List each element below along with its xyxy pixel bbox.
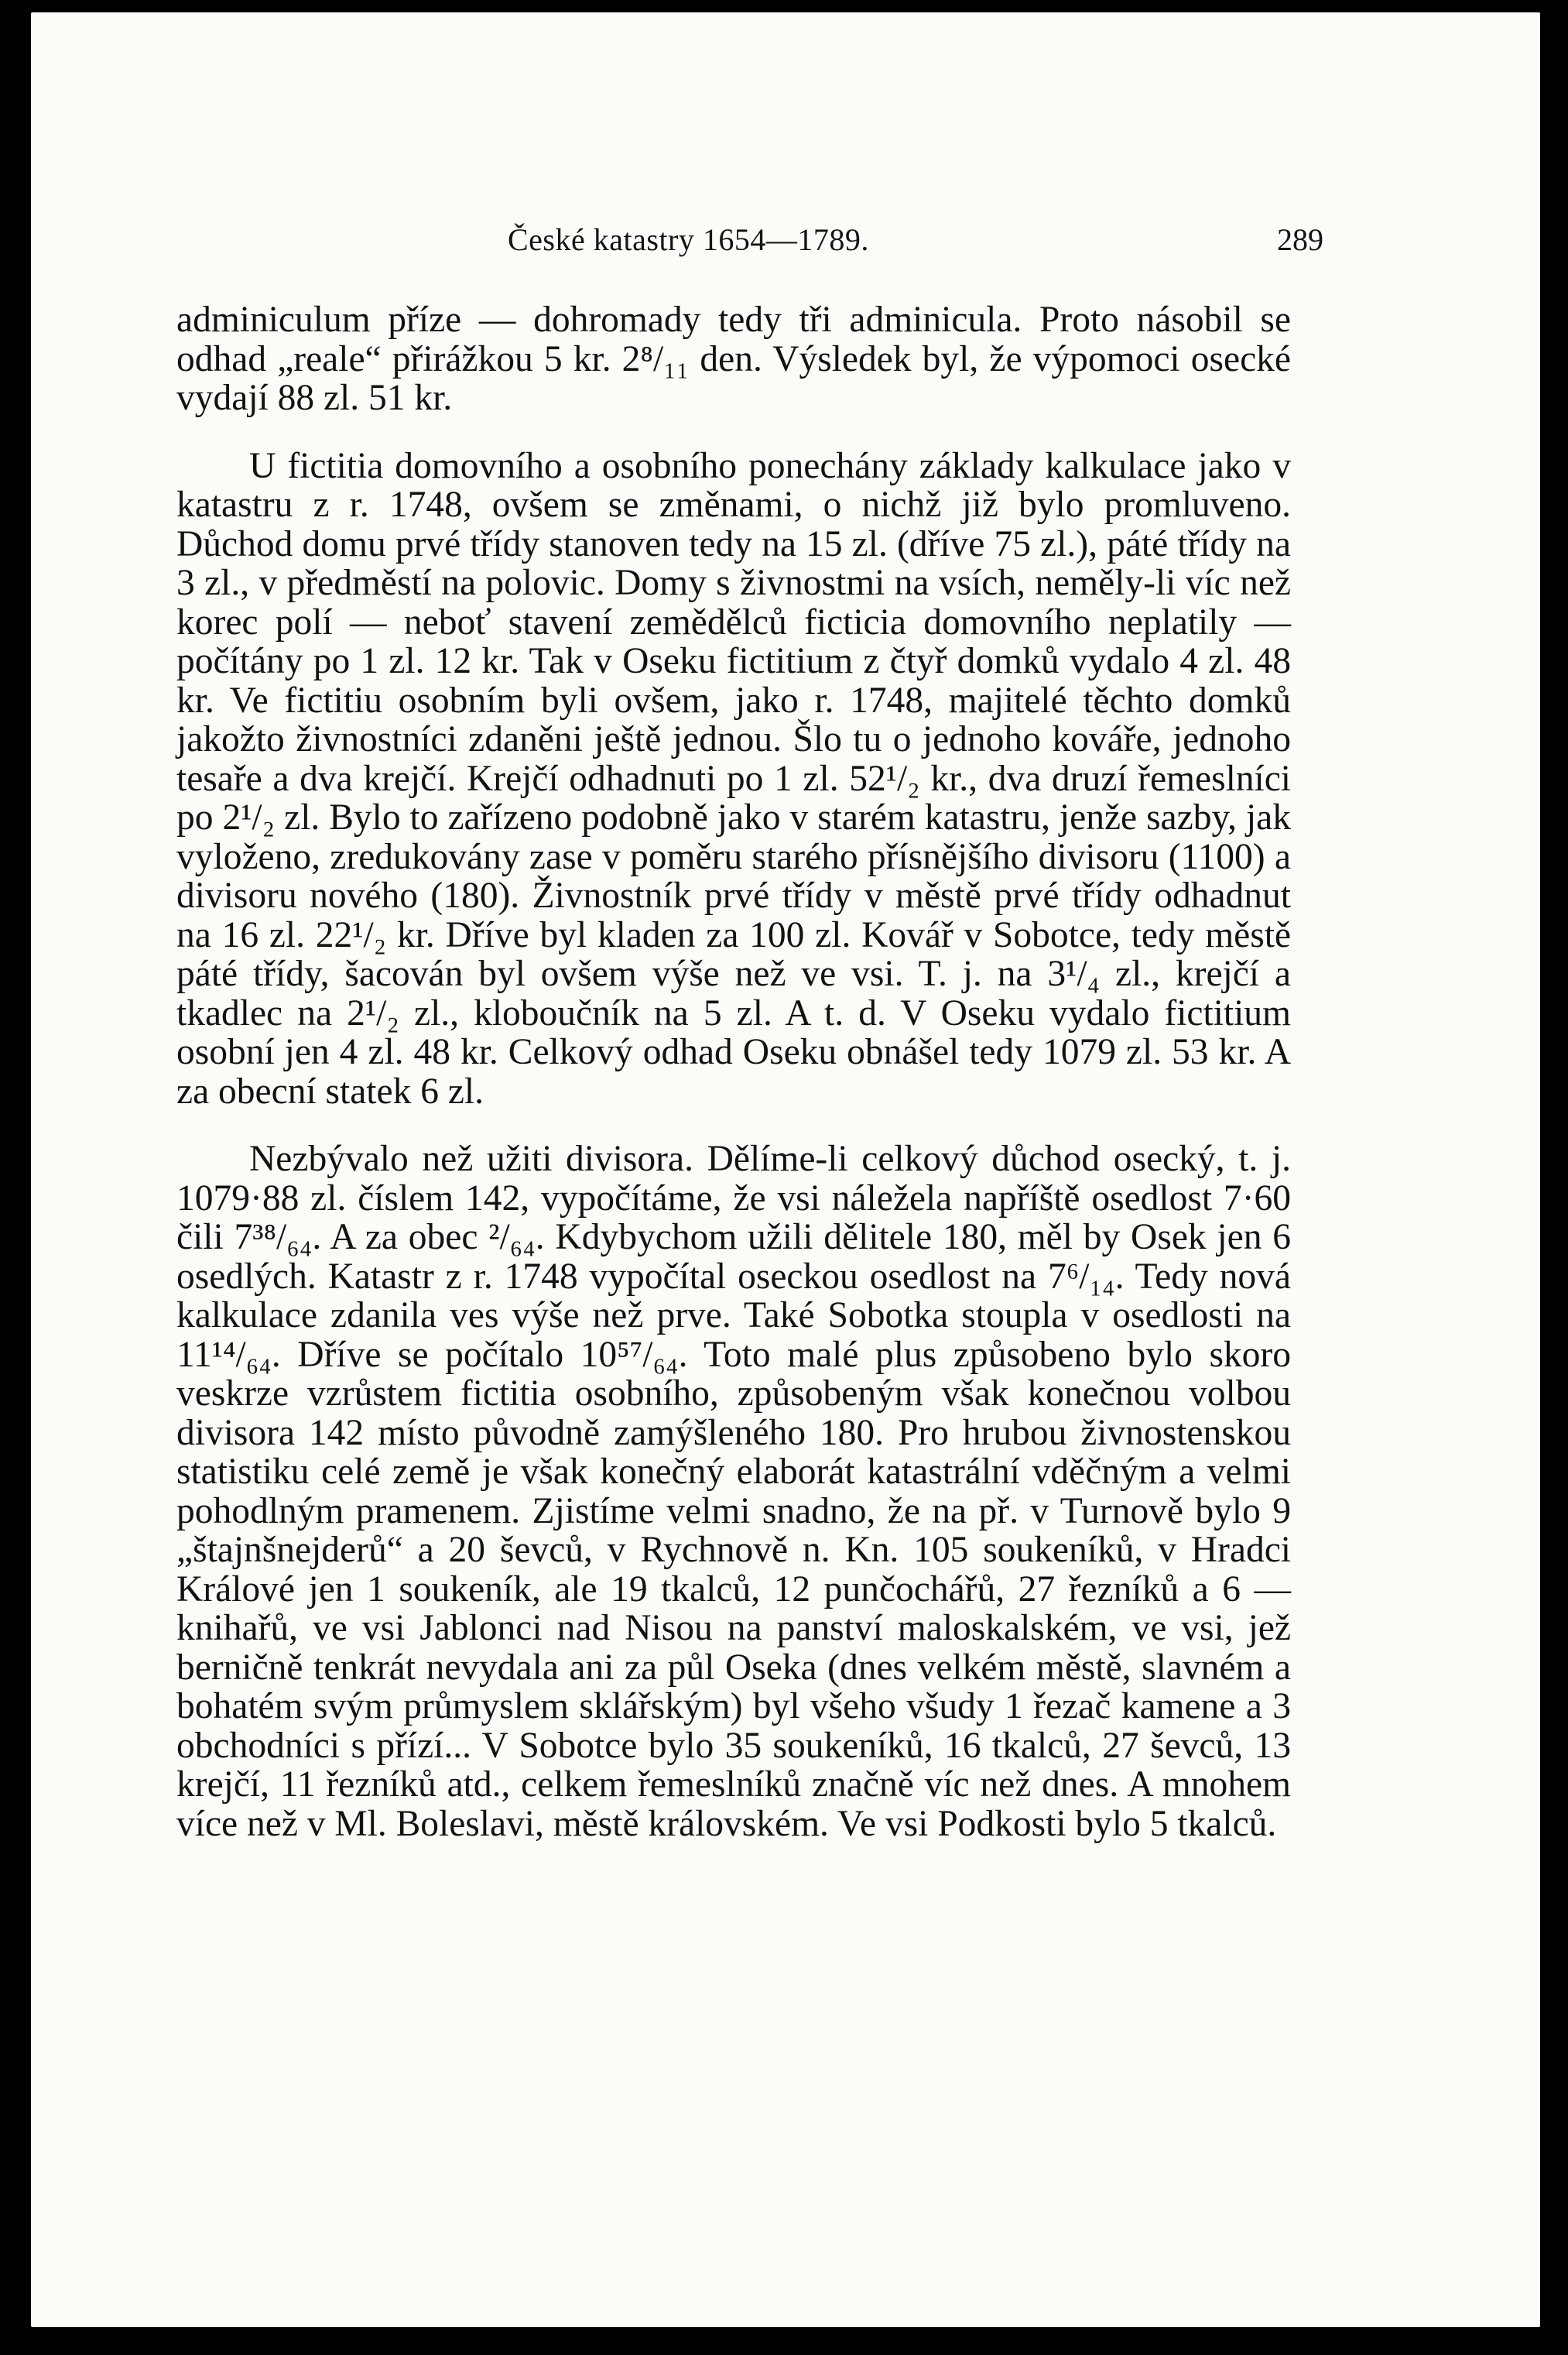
running-title: České katastry 1654—1789. bbox=[508, 222, 869, 257]
body-text bbox=[176, 300, 1291, 1843]
paragraph-continuation: adminiculum příze — dohromady tedy tři adminicula. Proto násobil se odhad „reale“ přirážkou 5 kr. 2⁸/₁₁ den. Výsledek byl, že výpomoci osecké vydají 88 zl. 51 kr. bbox=[176, 300, 1291, 418]
running-header bbox=[31, 221, 1540, 268]
paragraph-divisor: Nezbývalo než užiti divisora. Dělíme-li celkový důchod osecký, t. j. 1079·88 zl. číslem 142, vypočítáme, že vsi náležela napříště osedlost 7·60 čili 7³⁸/₆₄. A za obec ²/₆₄. Kdybychom užili dělitele 180, měl by Osek jen 6 osedlých. Katastr z r. 1748 vypočítal oseckou osedlost na 7⁶/₁₄. Tedy nová kalkulace zdanila ves výše než prve. Také Sobotka stoupla v osedlosti na 11¹⁴/₆₄. Dříve se počítalo 10⁵⁷/₆₄. Toto malé plus způsobeno bylo skoro veskrze vzrůstem fictitia osobního, způsobeným však konečnou volbou divisora 142 místo původně zamýšleného 180. Pro hrubou živnostenskou statistiku celé země je však konečný elaborát katastrální vděčným a velmi pohodlným pramenem. Zjistíme velmi snadno, že na př. v Turnově bylo 9 „štajnšnejderů“ a 20 ševců, v Rychnově n. Kn. 105 soukeníků, v Hradci Králové jen 1 soukeník, ale 19 tkalců, 12 punčochářů, 27 řezníků a 6 — knihařů, ve vsi Jablonci nad Nisou na panství maloskalském, ve vsi, jež berničně tenkrát nevydala ani za půl Oseka (dnes velkém městě, slavném a bohatém svým průmyslem sklářským) byl všeho všudy 1 řezač kamene a 3 obchodníci s přízí... V Sobotce bylo 35 soukeníků, 16 tkalců, 27 ševců, 13 krejčí, 11 řezníků atd., celkem řemeslníků značně víc než dnes. A mnohem více než v Ml. Boleslavi, městě královském. Ve vsi Podkosti bylo 5 tkalců. bbox=[176, 1139, 1291, 1844]
page-number: 289 bbox=[1277, 222, 1323, 257]
book-page bbox=[31, 12, 1540, 2327]
paragraph-fictitia: U fictitia domovního a osobního ponechány základy kalkulace jako v katastru z r. 1748, ovšem se změnami, o nichž již bylo promluveno. Důchod domu prvé třídy stanoven tedy na 15 zl. (dříve 75 zl.), páté třídy na 3 zl., v předměstí na polovic. Domy s živnostmi na vsích, neměly-li víc než korec polí — neboť stavení zemědělců ficticia domovního neplatily — počítány po 1 zl. 12 kr. Tak v Oseku fictitium z čtyř domků vydalo 4 zl. 48 kr. Ve fictitiu osobním byli ovšem, jako r. 1748, majitelé těchto domků jakožto živnostníci zdaněni ještě jednou. Šlo tu o jednoho kováře, jednoho tesaře a dva krejčí. Krejčí odhadnuti po 1 zl. 52¹/₂ kr., dva druzí řemeslníci po 2¹/₂ zl. Bylo to zařízeno podobně jako v starém katastru, jenže sazby, jak vyloženo, zredukovány zase v poměru starého přísnějšího divisoru (1100) a divisoru nového (180). Živnostník prvé třídy v městě prvé třídy odhadnut na 16 zl. 22¹/₂ kr. Dříve byl kladen za 100 zl. Kovář v Sobotce, tedy městě páté třídy, šacován byl ovšem výše než ve vsi. T. j. na 3¹/₄ zl., krejčí a tkadlec na 2¹/₂ zl., kloboučník na 5 zl. A t. d. V Oseku vydalo fictitium osobní jen 4 zl. 48 kr. Celkový odhad Oseku obnášel tedy 1079 zl. 53 kr. A za obecní statek 6 zl. bbox=[176, 445, 1291, 1112]
